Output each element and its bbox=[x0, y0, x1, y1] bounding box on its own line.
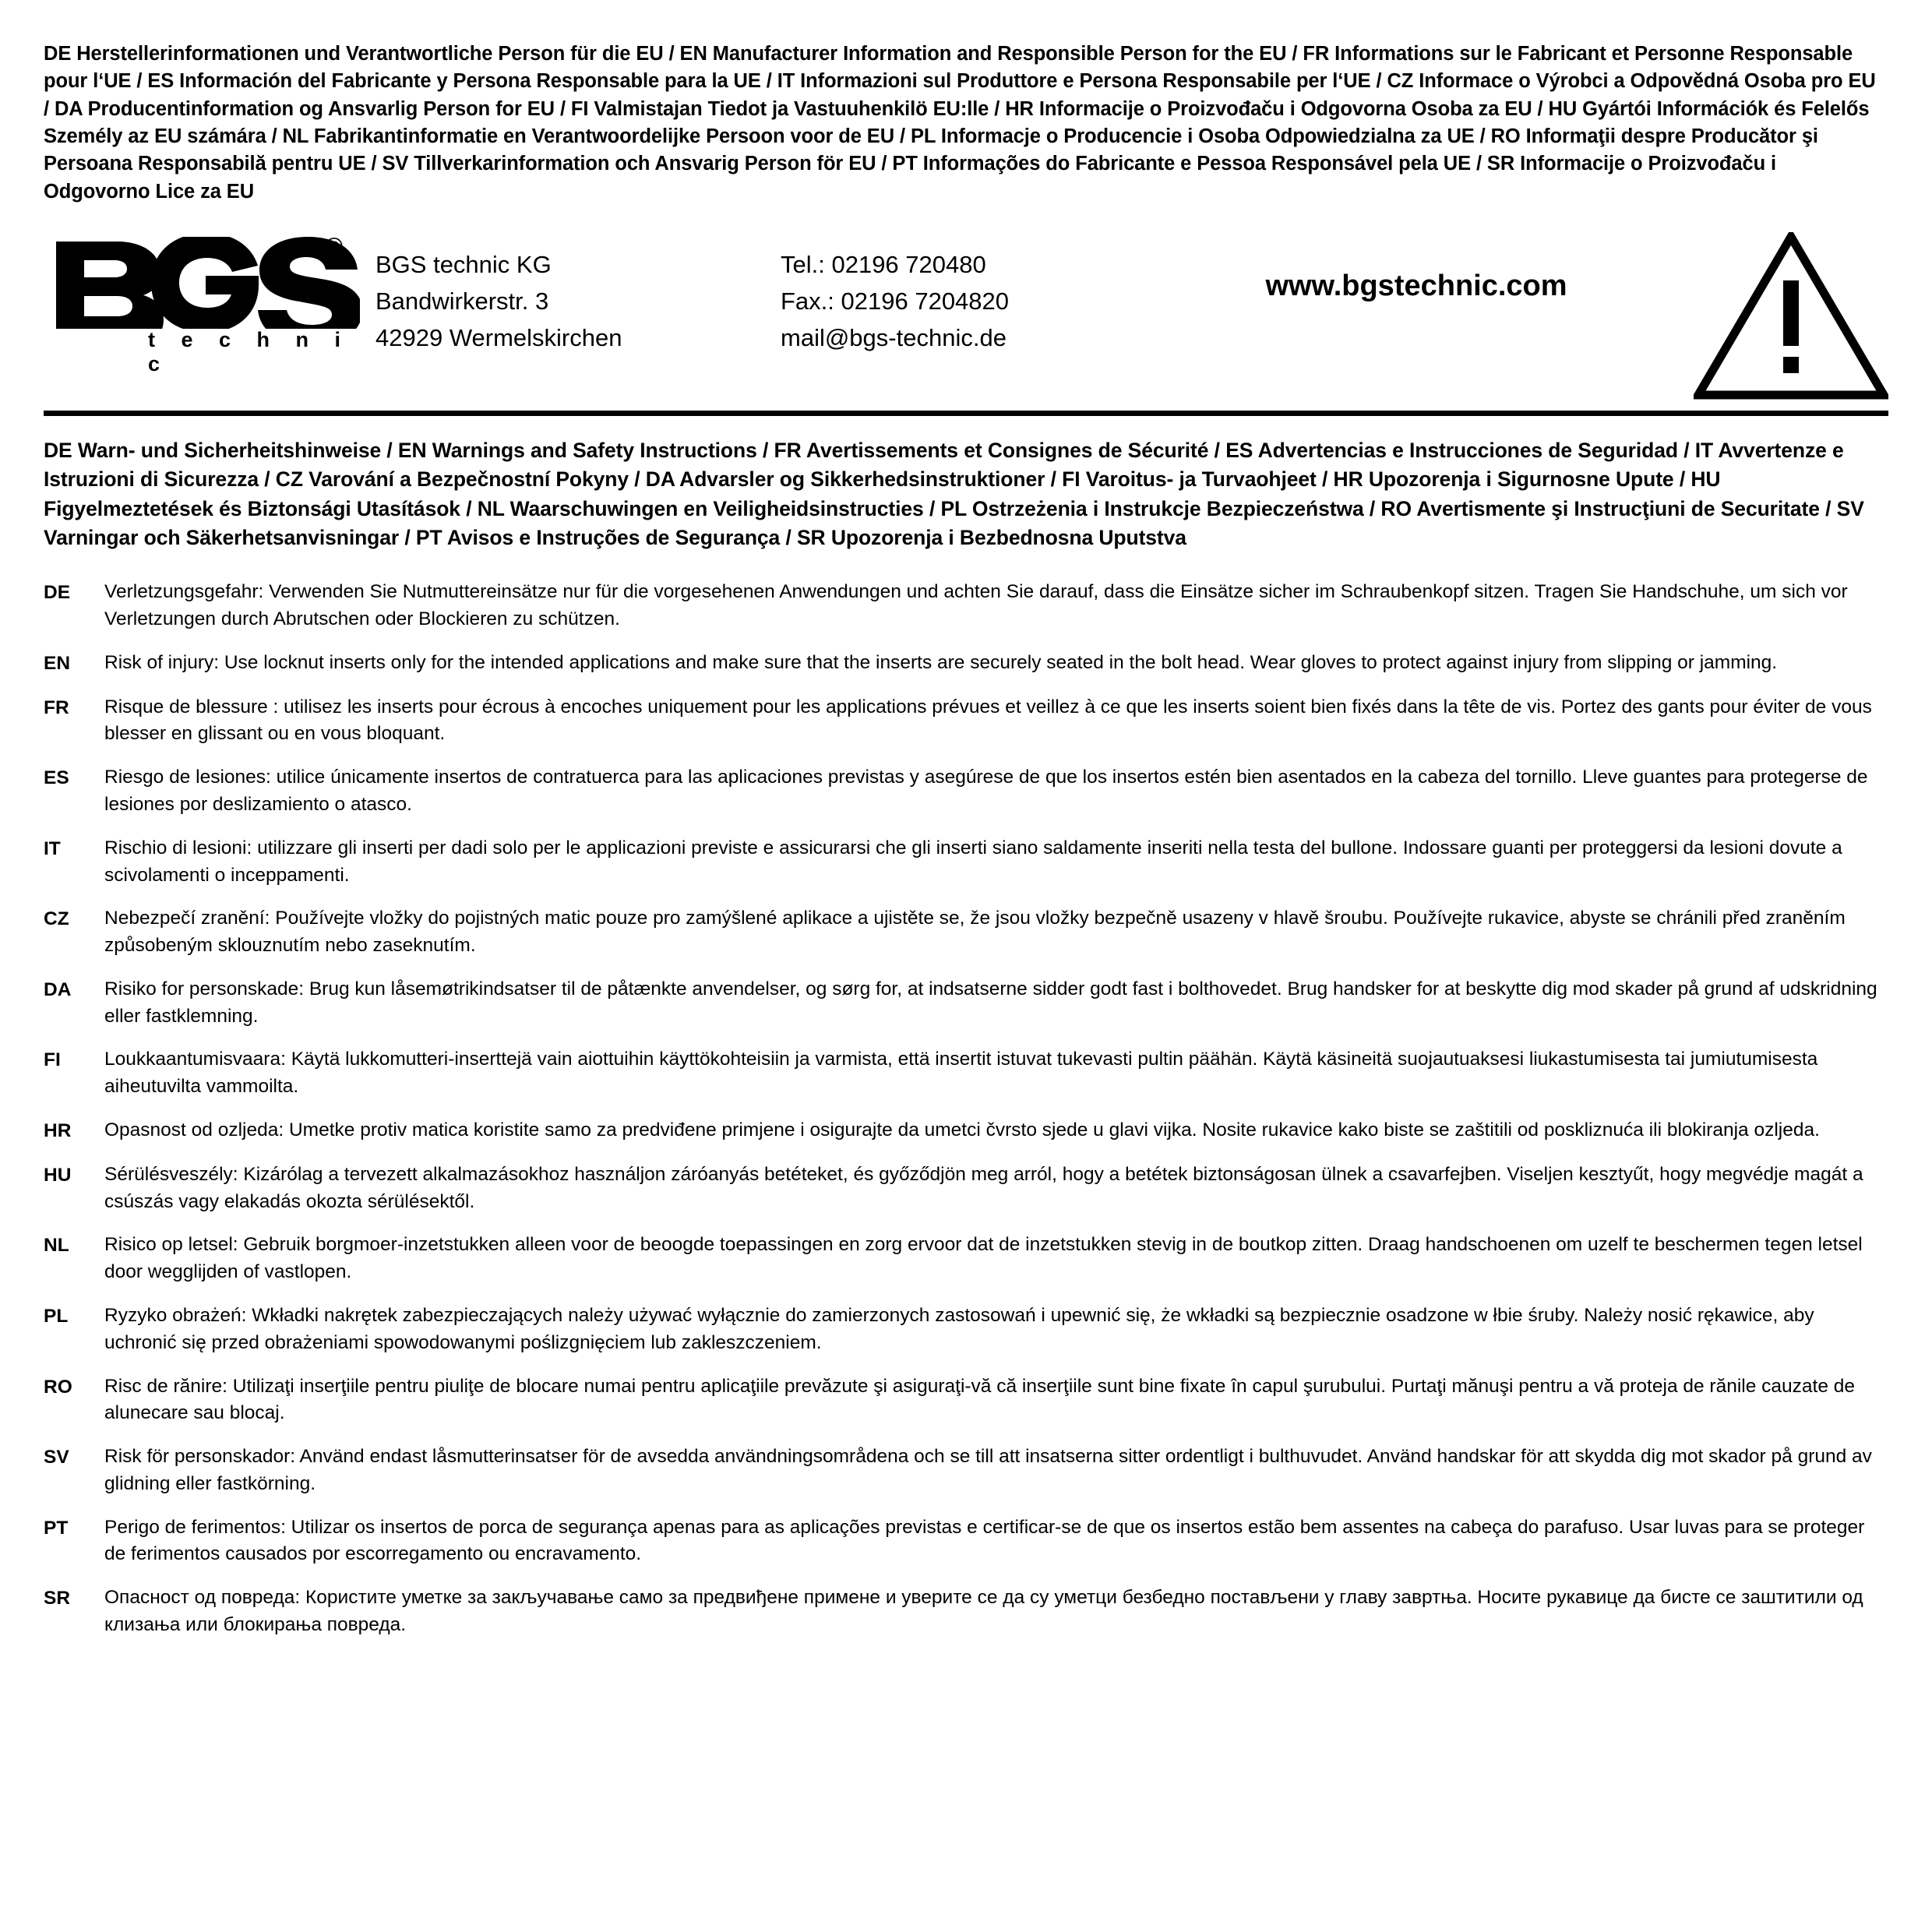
company-street: Bandwirkerstr. 3 bbox=[375, 287, 549, 315]
bgs-logo-subtitle: t e c h n i c bbox=[148, 327, 351, 375]
warning-row-pt bbox=[44, 1514, 1888, 1569]
warning-row-hr bbox=[44, 1117, 1888, 1145]
warning-row-de bbox=[44, 579, 1888, 633]
warning-text: Опасност од повреда: Користите уметке за закључавање само за предвиђене примене и уверите се да су уметци безбедно постављени у главу завртња. Носите рукавице да бисте се заштитили од клизања или блокирања повреда. bbox=[104, 1587, 1863, 1635]
warning-triangle bbox=[1686, 226, 1888, 400]
warning-text: Opasnost od ozljeda: Umetke protiv matica koristite samo za predviđene primjene i osigurajte da umetci čvrsto sjede u glavi vijka. Nosite rukavice kako biste se zaštitili od poskliznuća ili blokiranja ozljeda. bbox=[104, 1119, 1820, 1141]
company-city: 42929 Wermelskirchen bbox=[375, 324, 622, 352]
language-code: FI bbox=[44, 1049, 61, 1071]
warning-text: Ryzyko obrażeń: Wkładki nakrętek zabezpieczających należy używać wyłącznie do zamierzonych zastosowań i upewnić się, że wkładki są bezpiecznie osadzone w łbie śruby. Należy nosić rękawice, aby uchronić się przed obrażeniami spowodowanymi poślizgnięciem lub zakleszczeniem. bbox=[104, 1304, 1814, 1353]
warning-text: Verletzungsgefahr: Verwenden Sie Nutmuttereinsätze nur für die vorgesehenen Anwendungen und achten Sie darauf, dass die Einsätze sicher im Schraubenkopf sitzen. Tragen Sie Handschuhe, um sich vor Verletzungen durch Abrutschen oder Blockieren zu schützen. bbox=[104, 581, 1848, 630]
warning-row-nl bbox=[44, 1232, 1888, 1286]
warning-row-pl bbox=[44, 1303, 1888, 1357]
warning-row-es bbox=[44, 764, 1888, 819]
warning-text: Perigo de ferimentos: Utilizar os insertos de porca de segurança apenas para as aplicações previstas e certificar-se de que os insertos estão bem assentes na cabeça do parafuso. Usar luvas para se proteger de ferimentos causados por escorregamento ou encravamento. bbox=[104, 1516, 1865, 1565]
warning-row-fr bbox=[44, 694, 1888, 749]
language-code: FR bbox=[44, 696, 69, 718]
warnings-list bbox=[44, 579, 1888, 1638]
warning-text: Nebezpečí zranění: Používejte vložky do pojistných matic pouze pro zamýšlené aplikace a ujistěte se, že jsou vložky bezpečně usazeny v hlavě šroubu. Používejte rukavice, abyste se chránili před zraněním způsobeným sklouznutím nebo zaseknutím. bbox=[104, 908, 1846, 957]
company-telephone: Tel.: 02196 720480 bbox=[781, 250, 986, 278]
company-address bbox=[375, 226, 781, 356]
company-website: www.bgstechnic.com bbox=[1265, 269, 1567, 302]
language-code: PT bbox=[44, 1517, 69, 1539]
warning-row-sv bbox=[44, 1444, 1888, 1498]
warning-row-ro bbox=[44, 1373, 1888, 1428]
warning-text: Risk för personskador: Använd endast låsmutterinsatser för de avsedda användningsområdena och se till att insatserna sitter ordentligt i bulthuvudet. Använd handskar för att skydda dig mot skador på grund av glidning eller fastkörning. bbox=[104, 1446, 1872, 1494]
company-name: BGS technic KG bbox=[375, 250, 552, 278]
language-code: DA bbox=[44, 978, 72, 1000]
warning-row-hu bbox=[44, 1162, 1888, 1216]
warning-text: Sérülésveszély: Kizárólag a tervezett alkalmazásokhoz használjon záróanyás betéteket, és győződjön meg arról, hogy a betétek biztonságosan ülnek a csavarfejben. Viseljen kesztyűt, hogy megvédje magát a csúszás vagy elakadás okozta sérülésektől. bbox=[104, 1163, 1863, 1212]
language-code: CZ bbox=[44, 908, 69, 930]
company-contact bbox=[781, 226, 1147, 356]
warning-row-it bbox=[44, 835, 1888, 890]
language-code: PL bbox=[44, 1305, 69, 1327]
warning-row-da bbox=[44, 976, 1888, 1031]
company-email: mail@bgs-technic.de bbox=[781, 324, 1007, 352]
company-fax: Fax.: 02196 7204820 bbox=[781, 287, 1010, 315]
language-code: SR bbox=[44, 1588, 71, 1609]
language-code: HR bbox=[44, 1120, 72, 1142]
warning-text: Rischio di lesioni: utilizzare gli inserti per dadi solo per le applicazioni previste e assicurarsi che gli inserti siano saldamente inseriti nella testa del bullone. Indossare guanti per proteggersi da lesioni dovute a scivolamenti o inceppamenti. bbox=[104, 837, 1842, 886]
warning-text: Riesgo de lesiones: utilice únicamente insertos de contratuerca para las aplicaciones previstas y asegúrese de que los insertos estén bien asentados en la cabeza del tornillo. Lleve guantes para protegerse de lesiones por deslizamiento o atasco. bbox=[104, 767, 1868, 815]
warning-triangle-icon bbox=[1694, 232, 1888, 400]
language-code: DE bbox=[44, 582, 71, 604]
warnings-heading: DE Warn- und Sicherheitshinweise / EN Warnings and Safety Instructions / FR Avertissements et Consignes de Sécurité / ES Advertencias e Instrucciones de Seguridad / IT Avvertenze e Istruzioni di Sicurezza / CZ Varování a Bezpečnostní Pokyny / DA Advarsler og Sikkerhedsinstruktioner / FI Varoitus- ja Turvaohjeet / HR Upozorenja i Sigurnosne Upute / HU Figyelmeztetések és Biztonsági Utasítások / NL Waarschuwingen en Veiligheidsinstructies / PL Ostrzeżenia i Instrukcje Bezpieczeństwa / RO Avertismente şi Instrucţiuni de Securitate / SV Varningar och Säkerhetsanvisningar / PT Avisos e Instruções de Segurança / SR Upozorenja i Bezbednosna Uputstva bbox=[44, 438, 1864, 549]
manufacturer-info-heading: DE Herstellerinformationen und Verantwortliche Person für die EU / EN Manufacturer Information and Responsible Person for the EU / FR Informations sur le Fabricant et Personne Responsable pour l‘UE / ES Información del Fabricante y Persona Responsable para la UE / IT Informazioni sul Produttore e Persona Responsabile per l‘UE / CZ Informace o Výrobci a Odpovědná Osoba pro EU / DA Producentinformation og Ansvarlig Person for EU / FI Valmistajan Tiedot ja Vastuuhenkilö EU:lle / HR Informacije o Proizvođaču i Odgovorna Osoba za EU / HU Gyártói Információk és Felelős Személy az EU számára / NL Fabrikantinformatie en Verantwoordelijke Persoon voor de EU / PL Informacje o Producencie i Osoba Odpowiedzialna za UE / RO Informaţii despre Producător şi Persoana Responsabilă pentru UE / SV Tillverkarinformation och Ansvarig Person för EU / PT Informações do Fabricante e Pessoa Responsável pela UE / SR Informacije o Proizvođaču i Odgovorno Lice za EU bbox=[44, 43, 1876, 203]
language-code: NL bbox=[44, 1235, 69, 1257]
warning-row-sr bbox=[44, 1585, 1888, 1639]
warning-row-en bbox=[44, 650, 1888, 678]
language-code: ES bbox=[44, 767, 69, 789]
bgs-logo-icon bbox=[48, 237, 360, 329]
language-code: SV bbox=[44, 1447, 69, 1468]
warning-text: Risk of injury: Use locknut inserts only for the intended applications and make sure that the inserts are securely seated in the bolt head. Wear gloves to protect against injury from slipping or jamming. bbox=[104, 651, 1778, 673]
language-code: IT bbox=[44, 837, 61, 859]
warning-text: Risc de rănire: Utilizaţi inserţiile pentru piuliţe de blocare numai pentru aplicaţiile prevăzute şi asiguraţi-vă că inserţiile sunt bine fixate în capul şurubului. Purtaţi mănuşi pentru a vă proteja de rănile cauzate de alunecare sau blocaj. bbox=[104, 1375, 1856, 1424]
warning-text: Risico op letsel: Gebruik borgmoer-inzetstukken alleen voor de beoogde toepassingen en zorg ervoor dat de inzetstukken stevig in de boutkop zitten. Draag handschoenen om uzelf te beschermen tegen letsel door wegglijden of vastlopen. bbox=[104, 1234, 1863, 1283]
warning-text: Risque de blessure : utilisez les inserts pour écrous à encoches uniquement pour les applications prévues et veillez à ce que les inserts soient bien fixés dans la tête de vis. Portez des gants pour éviter de vous blesser en glissant ou en vous bloquant. bbox=[104, 696, 1872, 745]
warning-text: Risiko for personskade: Brug kun låsemøtrikindsatser til de påtænkte anvendelser, og sørg for, at indsatserne sidder godt fast i bolthovedet. Brug handsker for at beskytte dig mod skader på grund af udskridning eller fastklemning. bbox=[104, 978, 1877, 1027]
warning-row-fi bbox=[44, 1046, 1888, 1101]
company-header-band bbox=[44, 226, 1888, 416]
registered-trademark-icon: ® bbox=[325, 233, 343, 259]
warning-text: Loukkaantumisvaara: Käytä lukkomutteri-inserttejä vain aiottuihin käyttökohteisiin ja varmista, että insertit istuvat tukevasti pultin päähän. Käytä käsineitä suojautuaksesi liukastumisesta tai jumiutumisesta aiheutuvilta vammoilta. bbox=[104, 1049, 1818, 1098]
warning-row-cz bbox=[44, 905, 1888, 960]
bgs-logo bbox=[44, 226, 375, 376]
language-code: EN bbox=[44, 652, 71, 674]
language-code: HU bbox=[44, 1164, 72, 1186]
language-code: RO bbox=[44, 1376, 72, 1398]
